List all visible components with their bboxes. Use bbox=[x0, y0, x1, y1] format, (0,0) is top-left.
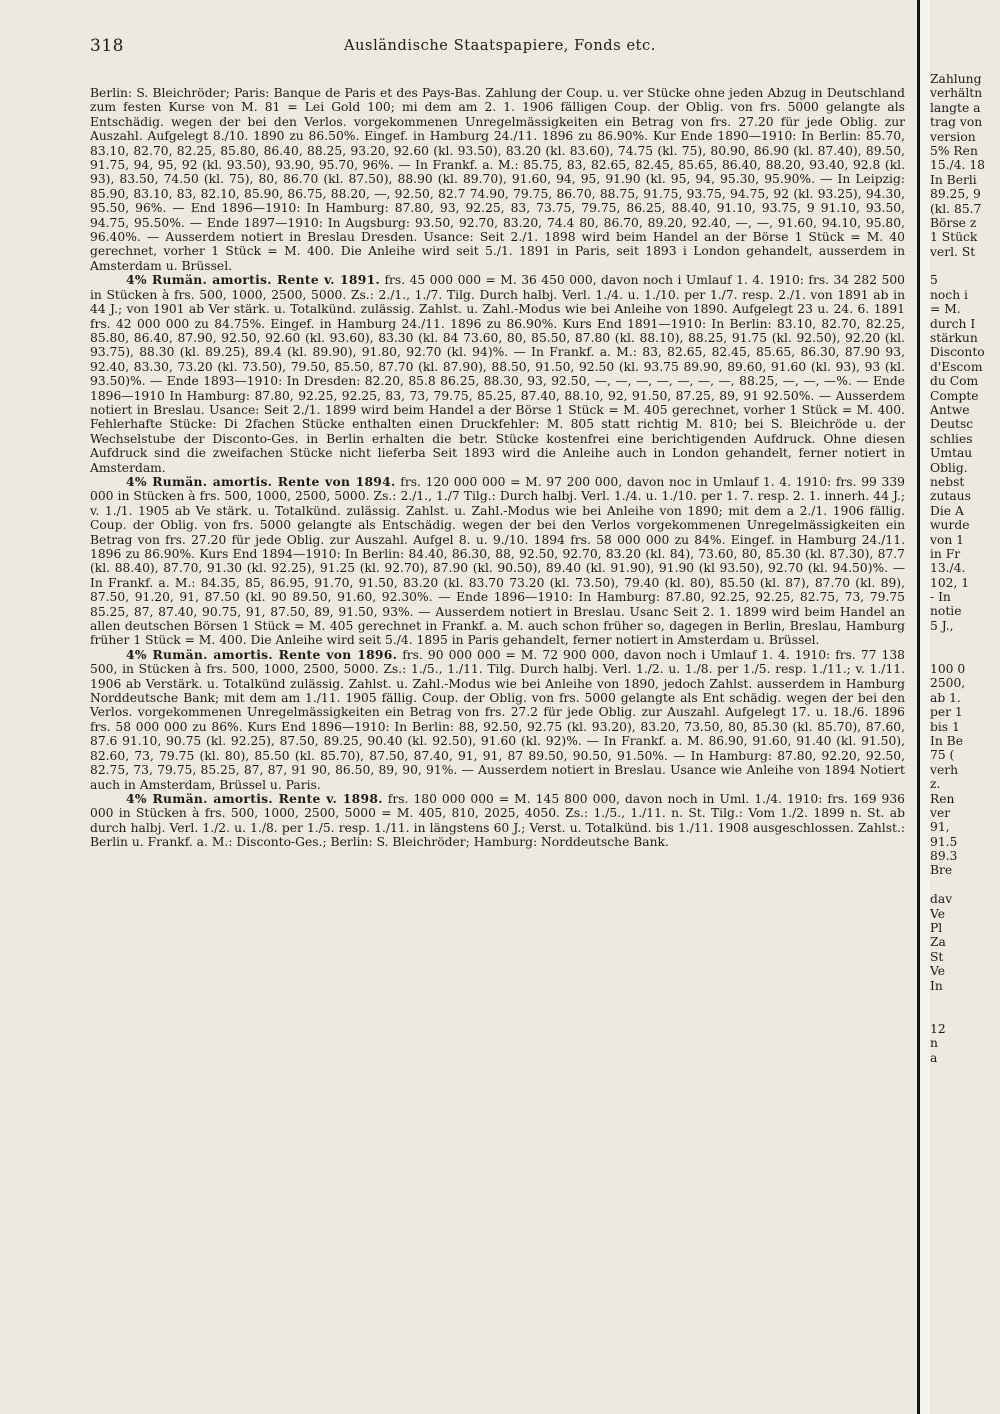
adjacent-text-fragment: Die A bbox=[930, 503, 964, 518]
adjacent-text-fragment: nebst bbox=[930, 474, 965, 489]
bond-details: Berlin: S. Bleichröder; Paris: Banque de Paris et des Pays-Bas. Zahlung der Coup. u. ver Stücke ohne jeden Abzug in Deutschland zum festen Kurse von M. 81 = Lei Gold 100; mi dem am 2. 1. 1906 fälligen Coup. der Oblig. von frs. 5000 gelangte als Entschädig. wegen der bei den Verlos. vorgekommenen Unregelmässigkeiten ein Betrag von frs. 27.20 für jede Oblig. zur Auszahl. Aufgelegt 8./10. 1890 zu 86.50%. Eingef. in Hamburg 24./11. 1896 zu 86.90%. Kur Ende 1890—1910: In Berlin: 85.70, 83.10, 82.70, 82.25, 85.80, 86.40, 88.25, 93.20, 92.60 (kl. 93.50), 83.20 (kl. 83.60), 74.75 (kl. 75), 80.90, 86.90 (kl. 87.40), 89.50, 91.75, 94, 95, 92 (kl. 93.50), 93.90, 95.70, 96%. — In Frankf. a. M.: 85.75, 83, 82.65, 82.45, 85.65, 86.40, 88.20, 93.40, 92.8 (kl. 93), 83.50, 74.50 (kl. 75), 80, 86.70 (kl. 87.50), 88.90 (kl. 89.70), 91.60, 94, 95, 91.90 (kl. 95, 94, 95.30, 95.90%. — In Leipzig: 85.90, 83.10, 83, 82.10, 85.90, 86.75, 88.20, —, 92.50, 82.7 74.90, 79.75, 86.70, 88.75, 91.75, 93.75, 94.75, 92 (kl. 93.25), 94.30, 95.50, 96%. — End 1896—1910: In Hamburg: 87.80, 93, 92.25, 83, 73.75, 79.75, 86.25, 88.40, 91.10, 93.75, 9 91.10, 93.50, 94.75, 95.50%. — Ende 1897—1910: In Augsburg: 93.50, 92.70, 83.20, 74.4 80, 86.70, 89.20, 92.40, —, —, 91.60, 94.10, 95.80, 96.40%. — Ausserdem notiert in Breslau Dresden. Usance: Seit 2./1. 1898 wird beim Handel an der Börse 1 Stück = M. 40 gerechnet, vorher 1 Stück = M. 400. Die Anleihe wird seit 5./1. 1891 in Paris, seit 1893 i London gehandelt, ausserdem in Amsterdam u. Brüssel. bbox=[90, 86, 905, 273]
bond-entry bbox=[90, 475, 905, 648]
running-title: Ausländische Staatspapiere, Fonds etc. bbox=[344, 38, 656, 54]
adjacent-text-fragment: du Com bbox=[930, 374, 979, 389]
bond-details: frs. 180 000 000 = M. 145 800 000, davon noch in Uml. 1./4. 1910: frs. 169 936 000 in Stücken à frs. 500, 1000, 2500, 5000 = M. 405, 810, 2025, 4050. Zs.: 1./5., 1./11. n. St. Tilg.: Vom 1./2. 1899 n. St. ab durch halbj. Verl. 1./2. u. 1./8. per 1./5. resp. 1./11. in längstens 60 J.; Verst. u. Totalkünd. bis 1./11. 1908 ausgeschlossen. Zahlst.: Berlin u. Frankf. a. M.: Disconto-Ges.; Berlin: S. Bleichröder; Hamburg: Norddeutsche Bank. bbox=[90, 791, 905, 850]
adjacent-text-fragment: Deutsc bbox=[930, 417, 974, 432]
adjacent-text-fragment: von 1 bbox=[930, 532, 965, 547]
adjacent-text-fragment: Zahlung bbox=[930, 72, 982, 86]
bond-heading: 4% Rumän. amortis. Rente von 1896. bbox=[126, 646, 398, 662]
adjacent-text-fragment: Umtau bbox=[930, 446, 973, 461]
adjacent-text-fragment: a bbox=[930, 1050, 938, 1065]
adjacent-text-fragment: stärkun bbox=[930, 331, 978, 346]
adjacent-text-fragment: 100 0 bbox=[930, 662, 966, 677]
adjacent-page-column bbox=[930, 72, 1000, 1065]
adjacent-text-fragment: In Berli bbox=[930, 172, 977, 187]
adjacent-text-fragment: 12 bbox=[930, 1021, 946, 1036]
adjacent-text-fragment bbox=[930, 648, 1000, 662]
adjacent-text-fragment: 5 bbox=[930, 273, 938, 288]
adjacent-text-fragment: 75 ( bbox=[930, 748, 955, 763]
adjacent-text-fragment: ab 1. bbox=[930, 690, 961, 705]
adjacent-text-fragment: per 1 bbox=[930, 705, 963, 720]
adjacent-text-fragment: Ve bbox=[930, 964, 946, 979]
bond-heading: 4% Rumän. amortis. Rente v. 1898. bbox=[126, 790, 383, 806]
adjacent-text-fragment: Antwe bbox=[930, 402, 970, 417]
adjacent-text-fragment: schlies bbox=[930, 431, 973, 446]
adjacent-text-fragment: verl. St bbox=[930, 244, 976, 259]
entry-continuation bbox=[90, 86, 905, 273]
adjacent-text-fragment: Pl bbox=[930, 921, 943, 936]
page-number: 318 bbox=[90, 36, 124, 56]
adjacent-text-fragment: In Be bbox=[930, 733, 963, 748]
adjacent-text-fragment: trag von bbox=[930, 115, 983, 130]
adjacent-text-fragment: St bbox=[930, 949, 944, 964]
adjacent-text-fragment: 5% Ren bbox=[930, 143, 978, 158]
adjacent-text-fragment: noch i bbox=[930, 287, 968, 302]
main-text-column bbox=[90, 86, 905, 850]
adjacent-text-fragment: 2500, bbox=[930, 676, 966, 691]
adjacent-text-fragment: Börse z bbox=[930, 215, 977, 230]
adjacent-text-fragment bbox=[930, 259, 1000, 273]
adjacent-text-fragment: verhältn bbox=[930, 86, 983, 101]
adjacent-text-fragment: d'Escom bbox=[930, 359, 983, 374]
adjacent-text-fragment: 91, bbox=[930, 820, 950, 835]
adjacent-text-fragment: 102, 1 bbox=[930, 575, 970, 590]
adjacent-text-fragment: = M. bbox=[930, 302, 961, 317]
adjacent-text-fragment: notie bbox=[930, 604, 962, 619]
adjacent-text-fragment: durch I bbox=[930, 316, 976, 331]
adjacent-text-fragment bbox=[930, 1007, 1000, 1021]
adjacent-text-fragment: Ren bbox=[930, 791, 955, 806]
adjacent-text-fragment: bis 1 bbox=[930, 719, 960, 734]
bond-heading: 4% Rumän. amortis. Rente von 1894. bbox=[126, 473, 396, 489]
adjacent-text-fragment: 13./4. bbox=[930, 561, 966, 576]
adjacent-text-fragment: (kl. 85.7 bbox=[930, 201, 982, 216]
adjacent-text-fragment: in Fr bbox=[930, 546, 961, 561]
adjacent-text-fragment: Ve bbox=[930, 906, 946, 921]
adjacent-text-fragment: 1 Stück bbox=[930, 230, 978, 245]
adjacent-text-fragment: Bre bbox=[930, 863, 953, 878]
adjacent-text-fragment: Disconto bbox=[930, 345, 985, 360]
adjacent-text-fragment: Compte bbox=[930, 388, 979, 403]
page-header bbox=[90, 36, 910, 60]
bond-heading: 4% Rumän. amortis. Rente v. 1891. bbox=[126, 272, 381, 288]
adjacent-text-fragment bbox=[930, 878, 1000, 892]
bond-entry bbox=[90, 792, 905, 850]
bond-details: frs. 90 000 000 = M. 72 900 000, davon noch i Umlauf 1. 4. 1910: frs. 77 138 500, in Stücken à frs. 500, 1000, 2500, 5000. Zs.: 1./5., 1./11. Tilg. Durch halbj. Verl. 1./2. u. 1./8. per 1./5. resp. 1./11.; v. 1./11. 1906 ab Verstärk. u. Totalkünd zulässig. Zahlst. u. Zahl.-Modus wie bei Anleihe von 1890, jedoch Zahlst. ausserdem in Hamburg Norddeutsche Bank; mit dem am 1./11. 1905 fällig. Coup. der Oblig. von frs. 5000 gelangte als Ent schädig. wegen der bei den Verlos. vorgekommenen Unregelmässigkeiten ein Betrag von frs. 27.2 für jede Oblig. zur Auszahl. Aufgelegt 17. u. 18./6. 1896 frs. 58 000 000 zu 86%. Kurs End 1896—1910: In Berlin: 88, 92.50, 92.75 (kl. 93.20), 83.20, 73.50, 80, 85.30 (kl. 85.70), 87.60, 87.6 91.10, 90.75 (kl. 92.25), 87.50, 89.25, 90.40 (kl. 92.50), 91.60 (kl. 92)%. — In Frankf. a. M. 86.90, 91.60, 91.40 (kl. 91.50), 82.60, 73, 79.75 (kl. 80), 85.50 (kl. 85.70), 87.50, 87.40, 91, 91, 87 89.50, 90.50, 91.50%. — In Hamburg: 87.80, 92.20, 92.50, 82.75, 73, 79.75, 85.25, 87, 87, 91 90, 86.50, 89, 90, 91%. — Ausserdem notiert in Breslau. Usance wie Anleihe von 1894 Notiert auch in Amsterdam, Brüssel u. Paris. bbox=[90, 647, 905, 792]
adjacent-text-fragment: 91.5 bbox=[930, 834, 958, 849]
adjacent-text-fragment: 5 J., bbox=[930, 618, 954, 633]
adjacent-text-fragment: langte a bbox=[930, 100, 981, 115]
adjacent-text-fragment: z. bbox=[930, 777, 941, 792]
adjacent-text-fragment bbox=[930, 633, 1000, 647]
adjacent-text-fragment: In bbox=[930, 978, 943, 993]
adjacent-text-fragment: Oblig. bbox=[930, 460, 968, 475]
bond-entry bbox=[90, 648, 905, 792]
adjacent-text-fragment: 89.3 bbox=[930, 849, 958, 864]
adjacent-text-fragment: wurde bbox=[930, 518, 970, 533]
bond-entry bbox=[90, 273, 905, 475]
adjacent-text-fragment: ver bbox=[930, 805, 951, 820]
page-gutter bbox=[920, 0, 930, 1414]
adjacent-text-fragment: n bbox=[930, 1036, 938, 1051]
bond-details: frs. 45 000 000 = M. 36 450 000, davon noch i Umlauf 1. 4. 1910: frs. 34 282 500 in Stücken à frs. 500, 1000, 2500, 5000. Zs.: 2./1., 1./7. Tilg. Durch halbj. Verl. 1./4. u. 1./10. per 1./7. resp. 2./1. von 1891 ab in 44 J.; von 1901 ab Ver stärk. u. Totalkünd. zulässig. Zahlst. u. Zahl.-Modus wie bei Anleihe von 1890. Aufgelegt 23 u. 24. 6. 1891 frs. 42 000 000 zu 84.75%. Eingef. in Hamburg 24./11. 1896 zu 86.90%. Kurs End 1891—1910: In Berlin: 83.10, 82.70, 82.25, 85.80, 86.40, 87.90, 92.50, 92.60 (kl. 93.60), 83.30 (kl. 84 73.60, 80, 85.50, 87.80 (kl. 88.10), 88.25, 91.75 (kl. 92.50), 92.20 (kl. 93.75), 88.30 (kl. 89.25), 89.4 (kl. 89.90), 91.80, 92.70 (kl. 94)%. — In Frankf. a. M.: 83, 82.65, 82.45, 85.65, 86.30, 87.90 93, 92.40, 83.30, 73.20 (kl. 73.50), 79.50, 85.50, 87.70 (kl. 87.90), 88.50, 91.50, 92.50 (kl. 93.75 89.90, 89.60, 91.60 (kl. 93), 93 (kl. 93.50)%. — Ende 1893—1910: In Dresden: 82.20, 85.8 86.25, 88.30, 93, 92.50, —, —, —, —, —, —, —, 88.25, —, —, —%. — Ende 1896—1910 In Hamburg: 87.80, 92.25, 92.25, 83, 73, 79.75, 85.25, 87.40, 88.10, 92, 91.50, 87.25, 89, 91 92.50%. — Ausserdem notiert in Breslau. Usance: Seit 2./1. 1899 wird beim Handel a der Börse 1 Stück = M. 405 gerechnet, vorher 1 Stück = M. 400. Fehlerhafte Stücke: Di 2fachen Stücke enthalten einen Druckfehler: M. 805 statt richtig M. 810; bei S. Bleichröde u. der Wechselstube der Disconto-Ges. in Berlin erhalten die betr. Stücke kostenfrei eine berichtigenden Aufdruck. Ohne diesen Aufdruck sind die zweifachen Stücke nicht lieferba Seit 1893 wird die Anleihe auch in London gehandelt, ferner notiert in Amsterdam. bbox=[90, 273, 905, 475]
adjacent-text-fragment: dav bbox=[930, 892, 953, 907]
adjacent-text-fragment: Za bbox=[930, 935, 946, 950]
adjacent-text-fragment: verh bbox=[930, 762, 959, 777]
bond-details: frs. 120 000 000 = M. 97 200 000, davon noc in Umlauf 1. 4. 1910: frs. 99 339 000 in Stücken à frs. 500, 1000, 2500, 5000. Zs.: 2./1., 1./7 Tilg.: Durch halbj. Verl. 1./4. u. 1./10. per 1. 7. resp. 2. 1. innerh. 44 J.; v. 1./1. 1905 ab Ve stärk. u. Totalkünd. zulässig. Zahlst. u. Zahl.-Modus wie bei Anleihe von 1890; mit dem a 2./1. 1906 fällig. Coup. der Oblig. von frs. 5000 gelangte als Entschädig. wegen der bei den Verlos vorgekommenen Unregelmässigkeiten ein Betrag von frs. 27.20 für jede Oblig. zur Auszahl. Aufgel 8. u. 9./10. 1894 frs. 58 000 000 zu 84%. Eingef. in Hamburg 24./11. 1896 zu 86.90%. Kurs End 1894—1910: In Berlin: 84.40, 86.30, 88, 92.50, 92.70, 83.20 (kl. 84), 73.60, 80, 85.30 (kl. 87.30), 87.7 (kl. 88.40), 87.70, 91.30 (kl. 92.25), 91.25 (kl. 92.70), 87.90 (kl. 90.50), 89.40 (kl. 91.90), 91.90 (kl 93.50), 92.70 (kl. 94.50)%. — In Frankf. a. M.: 84.35, 85, 86.95, 91.70, 91.50, 83.20 (kl. 83.70 73.20 (kl. 73.50), 79.40 (kl. 80), 85.50 (kl. 87), 87.70 (kl. 89), 87.50, 91.20, 91, 87.50 (kl. 90 89.50, 91.60, 92.30%. — Ende 1896—1910: In Hamburg: 87.80, 92.25, 92.25, 82.75, 73, 79.75 85.25, 87, 87.40, 90.75, 91, 87.50, 89, 91.50, 93%. — Ausserdem notiert in Breslau. Usanc Seit 2. 1. 1899 wird beim Handel an allen deutschen Börsen 1 Stück = M. 405 gerechnet in Frankf. a. M. auch schon früher so, dagegen in Berlin, Breslau, Hamburg früher 1 Stück = M. 400. Die Anleihe wird seit 5./4. 1895 in Paris gehandelt, ferner notiert in Amsterdam u. Brüssel. bbox=[90, 474, 905, 648]
adjacent-text-fragment: zutaus bbox=[930, 489, 971, 504]
adjacent-text-fragment: - In bbox=[930, 590, 951, 605]
adjacent-text-fragment: 89.25, 9 bbox=[930, 187, 981, 202]
adjacent-text-fragment bbox=[930, 993, 1000, 1007]
adjacent-text-fragment: version bbox=[930, 129, 976, 144]
adjacent-text-fragment: 15./4. 18 bbox=[930, 158, 985, 173]
